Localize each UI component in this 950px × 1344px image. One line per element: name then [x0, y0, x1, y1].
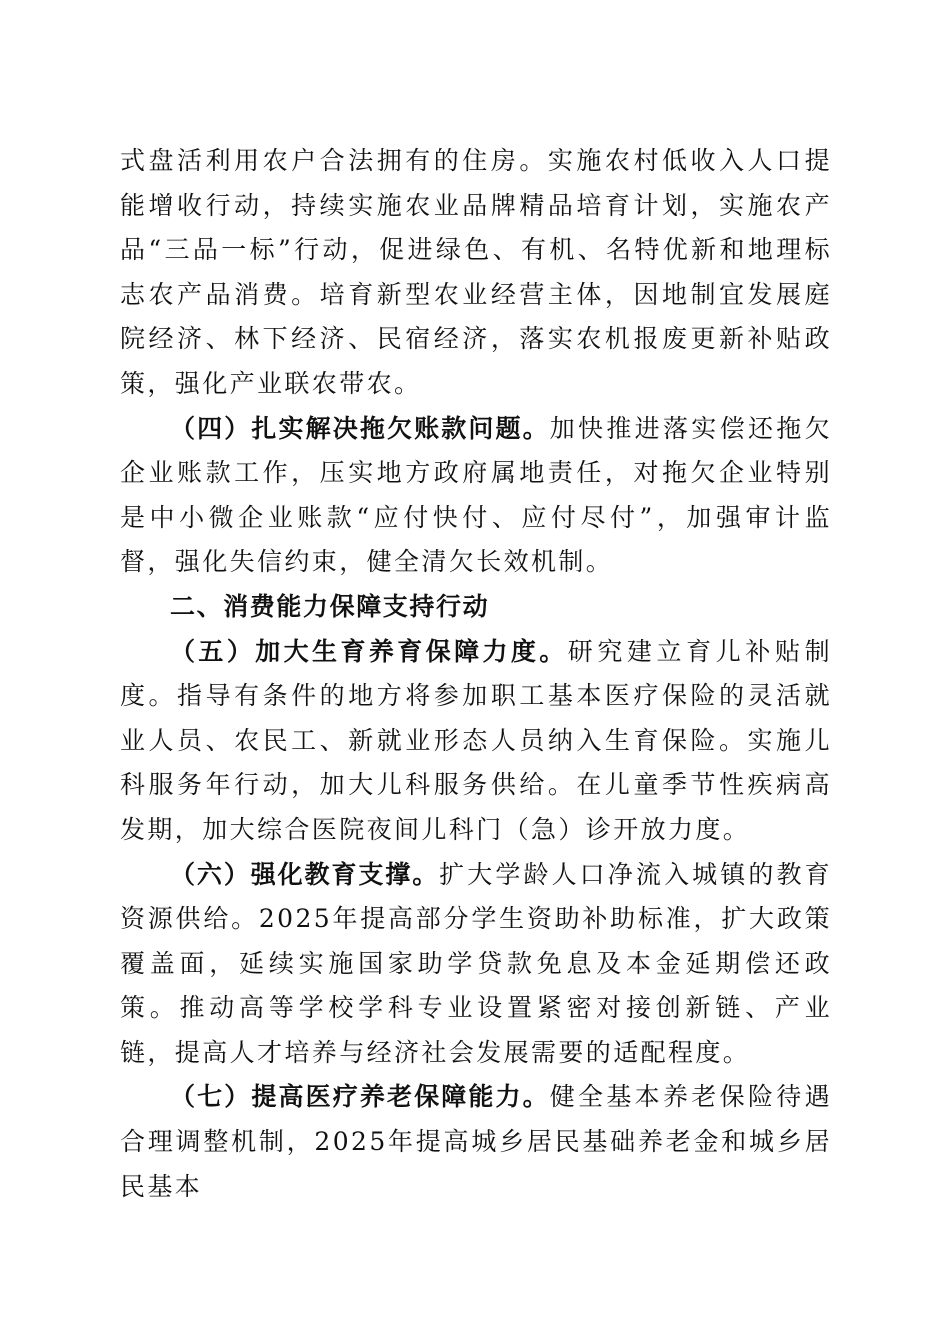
- paragraph-text: 健全基本养老保险待遇合理调整机制，2025年提高城乡居民基础养老金和城乡居民基本: [120, 1082, 832, 1201]
- paragraph-rural-income: [120, 139, 832, 407]
- document-body: [120, 139, 832, 1209]
- paragraph-text: 研究建立育儿补贴制度。指导有条件的地方将参加职工基本医疗保险的灵活就业人员、农民工、新就业形态人员纳入生育保险。实施儿科服务年行动，加大儿科服务供给。在儿童季节性疾病高发期，加大综合医院夜间儿科门（急）诊开放力度。: [120, 636, 832, 844]
- paragraph-text: 加快推进落实偿还拖欠企业账款工作，压实地方政府属地责任，对拖欠企业特别是中小微企业账款“应付快付、应付尽付”，加强审计监督，强化失信约束，健全清欠长效机制。: [120, 413, 832, 577]
- section-heading: 二、消费能力保障支持行动: [170, 591, 490, 621]
- paragraph-childbirth: [120, 630, 832, 853]
- paragraph-pension: [120, 1075, 832, 1209]
- paragraph-text: 扩大学龄人口净流入城镇的教育资源供给。2025年提高部分学生资助补助标准，扩大政策覆盖面，延续实施国家助学贷款免息及本金延期偿还政策。推动高等学校学科专业设置紧密对接创新链、产业链，提高人才培养与经济社会发展需要的适配程度。: [120, 859, 832, 1067]
- paragraph-text: 式盘活利用农户合法拥有的住房。实施农村低收入人口提能增收行动，持续实施农业品牌精品培育计划，实施农产品“三品一标”行动，促进绿色、有机、名特优新和地理标志农产品消费。培育新型农业经营主体，因地制宜发展庭院经济、林下经济、民宿经济，落实农机报废更新补贴政策，强化产业联农带农。: [120, 146, 832, 398]
- paragraph-education: [120, 853, 832, 1076]
- paragraph-lead: （七）提高医疗养老保障能力。: [170, 1082, 550, 1112]
- paragraph-arrears: [120, 407, 832, 585]
- paragraph-lead: （六）强化教育支撑。: [170, 859, 440, 889]
- paragraph-lead: （四）扎实解决拖欠账款问题。: [170, 413, 550, 443]
- paragraph-lead: （五）加大生育养育保障力度。: [170, 636, 568, 666]
